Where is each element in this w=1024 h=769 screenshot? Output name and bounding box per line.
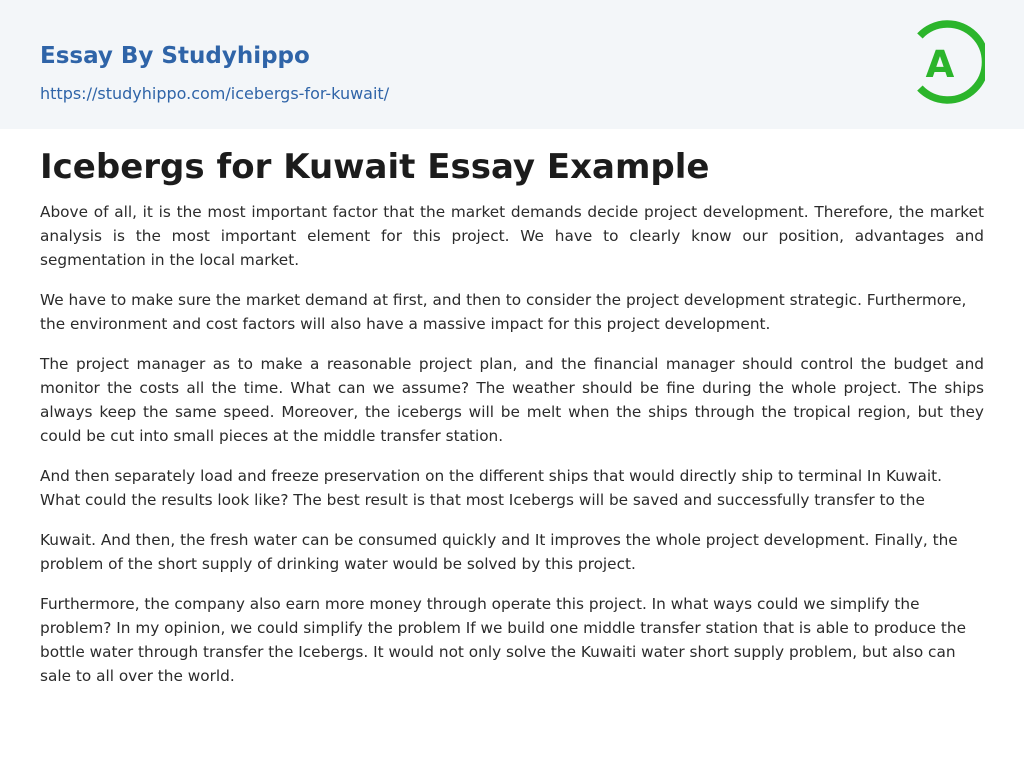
studyhippo-logo-icon[interactable] (913, 20, 985, 104)
essay-paragraph: Kuwait. And then, the fresh water can be consumed quickly and It improves the whole project development. Finally, the problem of the short supply of drinking water would be solved by this project. (40, 531, 958, 573)
page-title: Icebergs for Kuwait Essay Example (40, 147, 710, 187)
logo-letter: A (925, 43, 955, 86)
essay-paragraph: And then separately load and freeze preservation on the different ships that would directly ship to terminal In Kuwait. What could the results look like? The best result is that most Icebergs will be saved and successfully transfer to the (40, 467, 942, 509)
page-url-link[interactable]: https://studyhippo.com/icebergs-for-kuwait/ (40, 84, 390, 103)
essay-paragraph: The project manager as to make a reasonable project plan, and the financial manager should control the budget and monitor the costs all the time. What can we assume? The weather should be fine during the whole project. The ships always keep the same speed. Moreover, the icebergs will be melt when the ships through the tropical region, but they could be cut into small pieces at the middle transfer station. (40, 355, 984, 445)
essay-paragraph: Above of all, it is the most important factor that the market demands decide project development. Therefore, the market analysis is the most important element for this project. We have to clearly know our position, advantages and segmentation in the local market. (40, 203, 984, 269)
site-brand[interactable]: Essay By Studyhippo (40, 43, 310, 69)
essay-paragraph: We have to make sure the market demand at first, and then to consider the project development strategic. Furthermore, the environment and cost factors will also have a massive impact for this project development. (40, 291, 967, 333)
site-header (0, 0, 1024, 129)
essay-paragraph: Furthermore, the company also earn more money through operate this project. In what ways could we simplify the problem? In my opinion, we could simplify the problem If we build one middle transfer station that is able to produce the bottle water through transfer the Icebergs. It would not only solve the Kuwaiti water short supply problem, but also can sale to all over the world. (40, 595, 967, 685)
essay-body (40, 200, 984, 704)
